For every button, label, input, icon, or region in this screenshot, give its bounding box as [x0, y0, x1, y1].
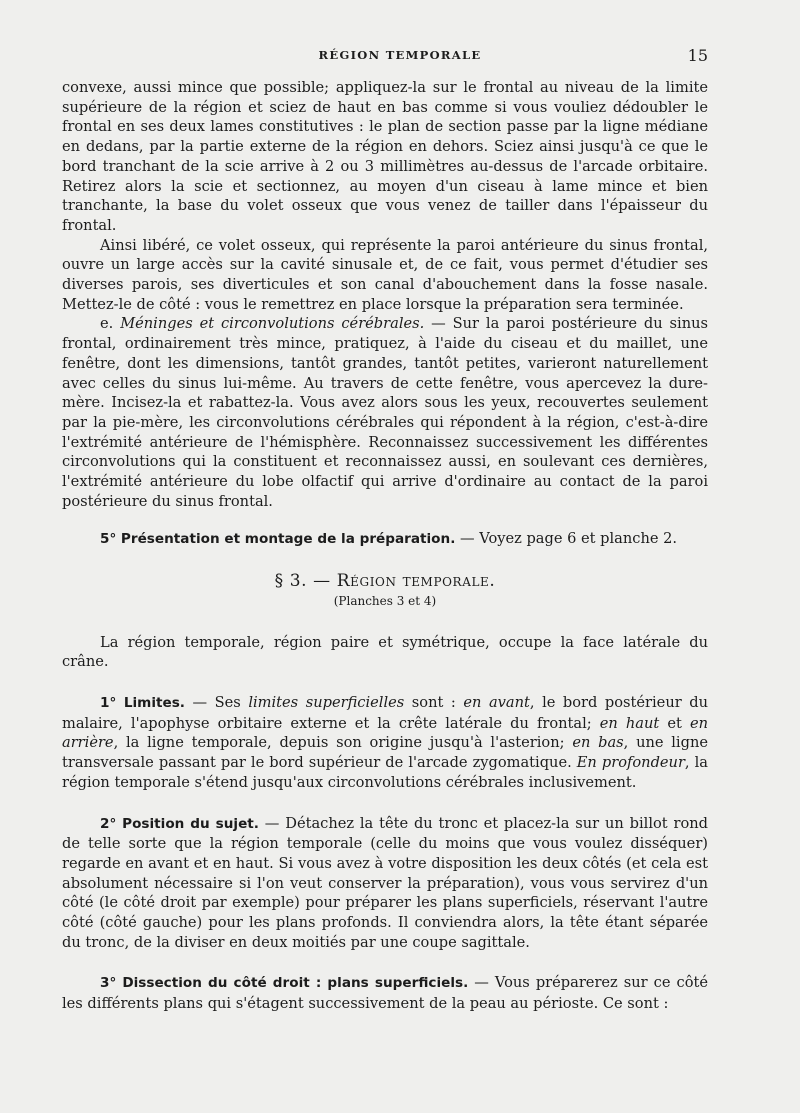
paragraph-presentation: [62, 529, 708, 550]
running-head: RÉGION TEMPORALE: [318, 48, 482, 62]
heading-presentation: Présentation et montage de la préparation.: [120, 531, 456, 548]
section-title: [62, 572, 708, 592]
text-run: sont :: [404, 693, 464, 711]
italic-run: en haut: [599, 714, 660, 732]
subsection-title: Méninges et circonvolutions cérébrales.: [120, 315, 425, 333]
heading-dissection: Dissection du côté droit : plans superficiels.: [122, 975, 469, 992]
paragraph-text: — Vous préparerez sur ce côté les différents plans qui s'étagent successivement de la peau au périoste. Ce sont :: [62, 974, 708, 1013]
italic-run: en arrière: [62, 714, 709, 752]
text-run: — Ses: [184, 693, 249, 711]
page-header: [0, 48, 800, 72]
page-number: 15: [687, 46, 708, 65]
heading-limites: Limites.: [123, 694, 185, 711]
italic-run: en avant: [463, 693, 530, 711]
heading-number: 5°: [100, 531, 117, 548]
text-run: , la région temporale s'étend jusqu'aux circonvolutions cérébrales inclusivement.: [62, 754, 708, 791]
section-name: Région temporale.: [336, 571, 496, 592]
plates-reference: (Planches 3 et 4): [333, 593, 437, 608]
paragraph-intro-region: La région temporale, région paire et symétrique, occupe la face latérale du crâne.: [62, 633, 708, 671]
heading-number: 2°: [100, 815, 117, 832]
paragraph-volet-osseux: Ainsi libéré, ce volet osseux, qui représente la paroi antérieure du sinus frontal, ouvre un large accès sur la cavité sinusale et, de ce fait, vous permet d'étudier ses diverses parois, ses diverticules et son canal d'abouchement dans la fosse nasale. Mettez-le de côté : vous le remettrez en place lorsque la préparation sera terminée.: [62, 236, 708, 313]
text-run: , le bord postérieur du malaire, l'apophyse orbitaire externe et la crête latérale du frontal;: [62, 693, 708, 732]
italic-run: En profondeur: [576, 754, 685, 772]
heading-number: 1°: [100, 694, 117, 711]
paragraph-text: — Sur la paroi postérieure du sinus frontal, ordinairement très mince, pratiquez, à l'aide du ciseau et du maillet, une fenêtre, dont les dimensions, tantôt grandes, tantôt petites, varieront naturellement avec celles du sinus lui-même. Au travers de cette fenêtre, vous apercevez la dure-mère. Incisez-la et rabattez-la. Vous avez alors sous les yeux, recouvertes seulement par la pie-mère, les circonvolutions cérébrales qui répondent à la région, c'est-à-dire l'extrémité antérieure de l'hémisphère. Reconnaissez successivement les différentes circonvolutions qui la constituent et reconnaissez aussi, en soulevant ces dernières, l'extrémité antérieure du lobe olfactif qui arrive d'ordinaire au contact de la paroi postérieure du sinus frontal.: [62, 315, 708, 510]
section-sign: § 3. —: [274, 571, 331, 592]
paragraph-position-sujet: [62, 814, 708, 953]
paragraph-sciage: convexe, aussi mince que possible; appliquez-la sur le frontal au niveau de la limite supérieure de la région et sciez de haut en bas comme si vous vouliez dédoubler le frontal en ses deux lames constitutives : le plan de section passe par la ligne médiane en dedans, par la partie externe de la région en dehors. Sciez ainsi jusqu'à ce que le bord tranchant de la scie arrive à 2 ou 3 millimètres au-dessus de l'arcade orbitaire. Retirez alors la scie et sectionnez, au moyen d'un ciseau à lame mince et bien tranchante, la base du volet osseux que vous venez de tailler dans l'épaisseur du frontal.: [62, 79, 708, 234]
italic-run: en bas: [572, 734, 624, 752]
heading-number: 3°: [100, 975, 117, 992]
item-letter: e.: [100, 315, 114, 333]
text-run: , la ligne temporale, depuis son origine jusqu'à l'asterion;: [113, 734, 573, 752]
paragraph-text: — Détachez la tête du tronc et placez-la sur un billot rond de telle sorte que la région temporale (celle du moins que vous voulez disséquer) regarde en avant et en haut. Si vous avez à votre disposition les deux côtés (et cela est absolument nécessaire si l'on veut conserver la préparation), vous vous servirez d'un côté (le côté droit par exemple) pour préparer les plans superficiels, réservant l'autre côté (côté gauche) pour les plans profonds. Il conviendra alors, la tête étant séparée du tronc, de la diviser en deux moitiés par une coupe sagittale.: [62, 814, 708, 951]
italic-run: limites superficielles: [248, 693, 405, 711]
paragraph-limites: [62, 693, 708, 793]
paragraph-meninges: [62, 314, 708, 511]
body-text: [62, 78, 708, 1014]
heading-position: Position du sujet.: [122, 815, 259, 832]
paragraph-dissection: [62, 973, 708, 1013]
text-run: , une ligne transversale passant par le bord supérieur de l'arcade zygomatique.: [62, 734, 708, 772]
paragraph-text: — Voyez page 6 et planche 2.: [455, 530, 678, 548]
text-run: et: [659, 714, 690, 732]
